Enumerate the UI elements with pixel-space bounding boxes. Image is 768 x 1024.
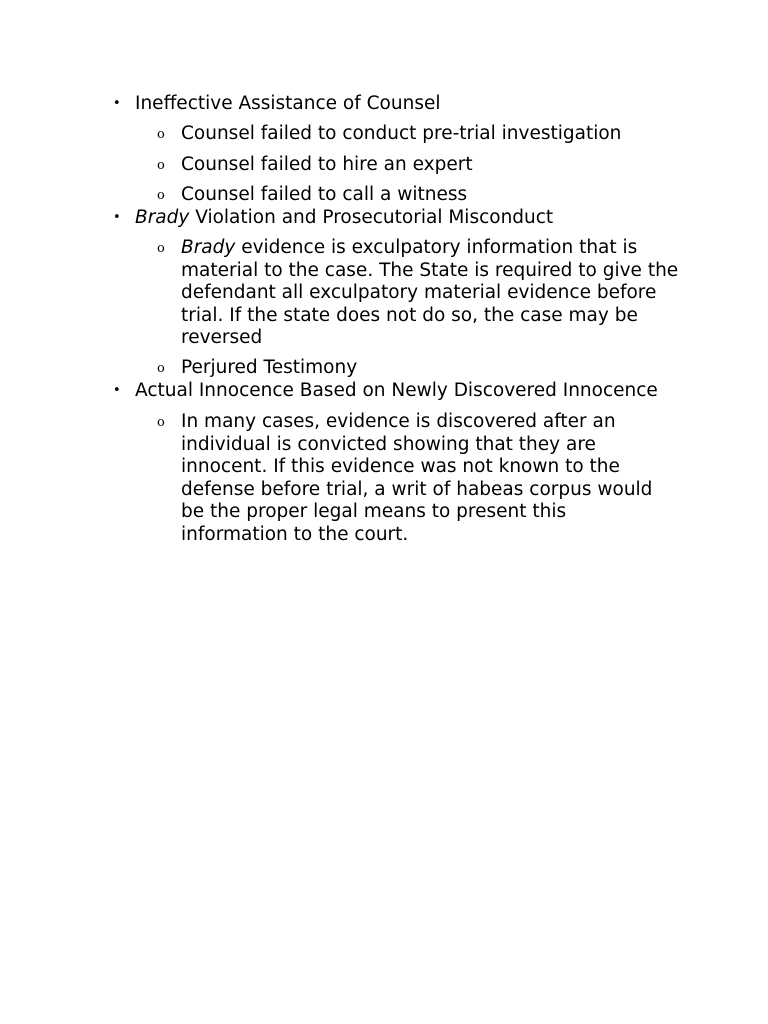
bullet-text-italic: Brady bbox=[135, 207, 190, 228]
bullet-item-brady-violation bbox=[113, 207, 735, 230]
subbullet-text-italic: Brady bbox=[181, 237, 236, 258]
subbullet-item-new-evidence bbox=[157, 411, 671, 547]
subbullet-marker: o bbox=[157, 415, 165, 430]
subbullet-item bbox=[157, 184, 681, 207]
subbullet-text: Counsel failed to call a witness bbox=[181, 184, 468, 205]
subbullet-marker: o bbox=[157, 241, 165, 256]
subbullet-marker: o bbox=[157, 127, 165, 142]
subbullet-item-brady-evidence bbox=[157, 237, 681, 350]
subbullet-text: evidence is exculpatory information that is material to the case. The State is required to give the defendant all exculpatory material evidence before trial. If the state does not do so, the case may be reversed bbox=[181, 237, 679, 349]
subbullet-text: Perjured Testimony bbox=[181, 357, 358, 378]
subbullet-text: Counsel failed to conduct pre-trial investigation bbox=[181, 123, 622, 144]
bullet-text: Actual Innocence Based on Newly Discovered Innocence bbox=[135, 380, 658, 401]
bullet-text: Violation and Prosecutorial Misconduct bbox=[189, 207, 554, 228]
bullet-marker: • bbox=[113, 96, 121, 111]
subbullet-item bbox=[157, 357, 681, 380]
bullet-item-actual-innocence bbox=[113, 380, 735, 403]
bullet-item-ineffective-assistance bbox=[113, 93, 735, 116]
subbullet-marker: o bbox=[157, 361, 165, 376]
bullet-marker: • bbox=[113, 383, 121, 398]
subbullet-text: Counsel failed to hire an expert bbox=[181, 154, 473, 175]
bullet-text: Ineffective Assistance of Counsel bbox=[135, 93, 441, 114]
subbullet-item bbox=[157, 154, 681, 177]
bullet-marker: • bbox=[113, 210, 121, 225]
subbullet-item bbox=[157, 123, 681, 146]
subbullet-marker: o bbox=[157, 158, 165, 173]
subbullet-marker: o bbox=[157, 188, 165, 203]
subbullet-text: In many cases, evidence is discovered after an individual is convicted showing that they are innocent. If this evidence was not known to the defense before trial, a writ of habeas corpus would be the proper legal means to present this information to the court. bbox=[181, 411, 653, 545]
